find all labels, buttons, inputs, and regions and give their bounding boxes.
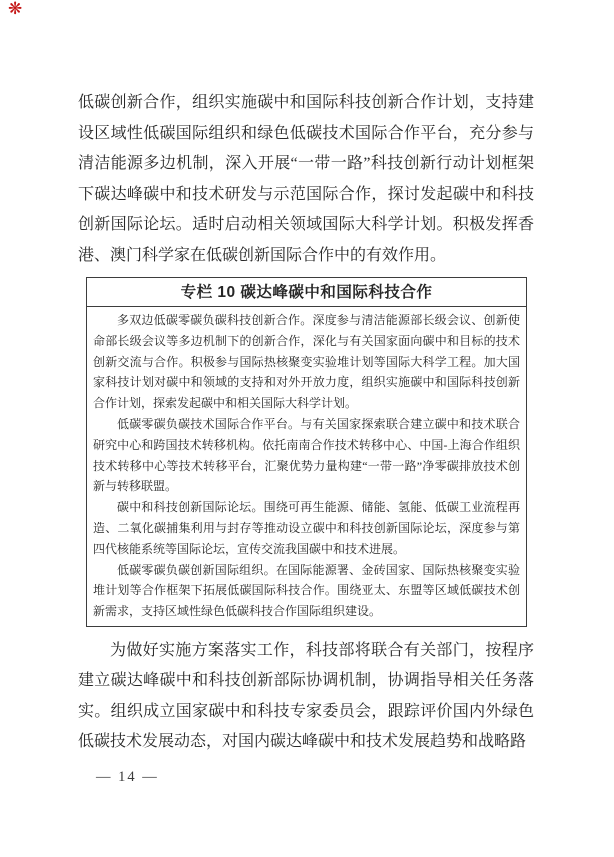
page-number: — 14 — bbox=[96, 769, 159, 785]
column-box-paragraph-multilateral: 多双边低碳零碳负碳科技创新合作。深度参与清洁能源部长级会议、创新使命部长级会议等多边机制下的创新合作，深化与有关国家面向碳中和目标的技术创新交流与合作。积极参与国际热核聚变实验堆计划等国际大科学工程。加大国家科技计划对碳中和领域的支持和对外开放力度，组织实施碳中和国际科技创新合作计划，探索发起碳中和相关国际大科学计划。 bbox=[93, 313, 520, 411]
column-box-body bbox=[87, 307, 526, 626]
column-box-10 bbox=[86, 277, 527, 627]
column-box-paragraph-organization: 低碳零碳负碳创新国际组织。在国际能源署、金砖国家、国际热核聚变实验堆计划等合作框架下拓展低碳国际科技合作。围绕亚太、东盟等区域低碳技术创新需求，支持区域性绿色低碳科技合作国际组织建设。 bbox=[93, 562, 520, 619]
document-body bbox=[78, 88, 534, 758]
closing-paragraph: 为做好实施方案落实工作，科技部将联合有关部门，按程序建立碳达峰碳中和科技创新部际协调机制，协调指导相关任务落实。组织成立国家碳中和科技专家委员会，跟踪评价国内外绿色低碳技术发展动态，对国内碳达峰碳中和技术发展趋势和战略路 bbox=[78, 641, 534, 751]
column-box-title: 专栏 10 碳达峰碳中和国际科技合作 bbox=[87, 278, 526, 307]
column-box-paragraph-forum: 碳中和科技创新国际论坛。围绕可再生能源、储能、氢能、低碳工业流程再造、二氧化碳捕集利用与封存等推动设立碳中和科技创新国际论坛，深度参与第四代核能系统等国际论坛，宣传交流我国碳中和技术进展。 bbox=[93, 500, 520, 556]
column-box-paragraph-platform: 低碳零碳负碳技术国际合作平台。与有关国家探索联合建立碳中和技术联合研究中心和跨国技术转移机构。依托南南合作技术转移中心、中国-上海合作组织技术转移中心等技术转移平台，汇聚优势力量构建“一带一路”净零碳排放技术创新与转移联盟。 bbox=[93, 416, 520, 494]
intro-paragraph: 低碳创新合作，组织实施碳中和国际科技创新合作计划，支持建设区域性低碳国际组织和绿色低碳技术国际合作平台，充分参与清洁能源多边机制，深入开展“一带一路”科技创新行动计划框架下碳达峰碳中和技术研发与示范国际合作，探讨发起碳中和科技创新国际论坛。适时启动相关领域国际大科学计划。积极发挥香港、澳门科学家在低碳创新国际合作中的有效作用。 bbox=[78, 94, 534, 264]
red-stamp-fragment-icon: ❋ bbox=[8, 0, 23, 19]
